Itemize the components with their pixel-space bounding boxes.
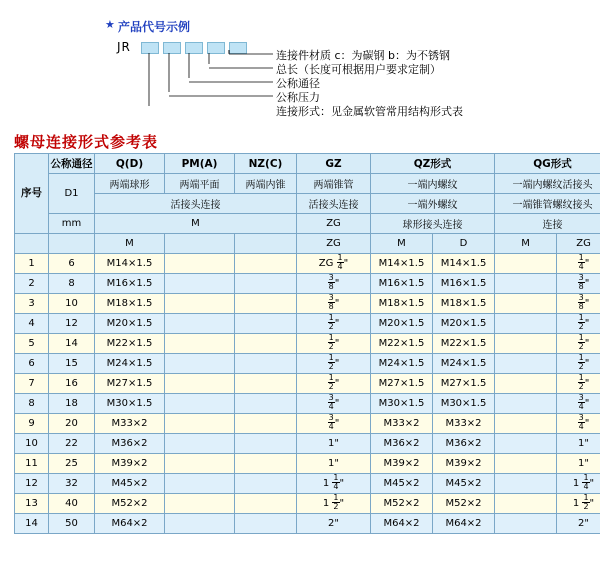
- cell-dn: 32: [49, 474, 95, 494]
- cell-qg-zg: $\frac{3}{4}$ ": [557, 414, 600, 434]
- cell-dn: 10: [49, 294, 95, 314]
- cell-qg-zg: $\frac{3}{8}$ ": [557, 274, 600, 294]
- cell-serial: 4: [15, 314, 49, 334]
- cell-gz: $\frac{3}{8}$ ": [297, 294, 371, 314]
- cell-dn: 40: [49, 494, 95, 514]
- cell-qg-zg: $\frac{1}{2}$ ": [557, 314, 600, 334]
- header-unit-nz: [235, 234, 297, 254]
- table-row: [15, 394, 600, 414]
- table-row: [15, 494, 600, 514]
- code-placeholder-boxes: [141, 42, 247, 54]
- cell-dn: 18: [49, 394, 95, 414]
- cell-qg-zg: $\frac{3}{8}$ ": [557, 294, 600, 314]
- table-row: [15, 474, 600, 494]
- header-desc-nz: 两端内锥: [235, 174, 297, 194]
- header-spacer-dn: [49, 234, 95, 254]
- table-row: [15, 314, 600, 334]
- legend-item-length: 总长（长度可根据用户要求定制）: [276, 63, 441, 76]
- header-desc-pm: 两端平面: [165, 174, 235, 194]
- table-row: [15, 434, 600, 454]
- cell-dn: 6: [49, 254, 95, 274]
- cell-pm: [165, 314, 235, 334]
- cell-serial: 2: [15, 274, 49, 294]
- legend-item-nominal-pressure: 公称压力: [276, 91, 320, 104]
- table-row: [15, 374, 600, 394]
- cell-qg-zg: 2": [557, 514, 600, 534]
- cell-qz-m: M36×2: [371, 434, 433, 454]
- cell-pm: [165, 434, 235, 454]
- cell-nz: [235, 374, 297, 394]
- cell-qz-m: M14×1.5: [371, 254, 433, 274]
- cell-qz-d: M39×2: [433, 454, 495, 474]
- cell-serial: 8: [15, 394, 49, 414]
- cell-gz: ZG $\frac{1}{4}$ ": [297, 254, 371, 274]
- cell-qg-m: [495, 514, 557, 534]
- table-header-row-2: [15, 174, 600, 194]
- cell-qz-d: M18×1.5: [433, 294, 495, 314]
- cell-nz: [235, 474, 297, 494]
- cell-dn: 16: [49, 374, 95, 394]
- cell-gz: $\frac{3}{4}$ ": [297, 394, 371, 414]
- header-group-code-qg: QG形式: [495, 154, 600, 174]
- cell-nz: [235, 314, 297, 334]
- header-unit-m: M: [95, 214, 297, 234]
- cell-pm: [165, 394, 235, 414]
- cell-qz-d: M36×2: [433, 434, 495, 454]
- cell-pm: [165, 414, 235, 434]
- table-row: [15, 514, 600, 534]
- code-box: [185, 42, 203, 54]
- cell-pm: [165, 454, 235, 474]
- cell-qg-m: [495, 414, 557, 434]
- header-unit-qg-m: M: [495, 234, 557, 254]
- table-row: [15, 334, 600, 354]
- table-row: [15, 294, 600, 314]
- cell-dn: 15: [49, 354, 95, 374]
- header-unit-pm: [165, 234, 235, 254]
- cell-nz: [235, 274, 297, 294]
- cell-qg-m: [495, 254, 557, 274]
- cell-nz: [235, 334, 297, 354]
- cell-pm: [165, 514, 235, 534]
- cell-qz-m: M39×2: [371, 454, 433, 474]
- table-row: [15, 454, 600, 474]
- header-unit-q: M: [95, 234, 165, 254]
- cell-q: M33×2: [95, 414, 165, 434]
- cell-gz: $\frac{1}{2}$ ": [297, 354, 371, 374]
- header-sub-qz: 球形接头连接: [371, 214, 495, 234]
- cell-serial: 13: [15, 494, 49, 514]
- cell-gz: 1": [297, 434, 371, 454]
- cell-dn: 12: [49, 314, 95, 334]
- header-group-code-nz: NZ(C): [235, 154, 297, 174]
- cell-qg-zg: 1": [557, 454, 600, 474]
- cell-qz-d: M24×1.5: [433, 354, 495, 374]
- cell-nz: [235, 414, 297, 434]
- cell-pm: [165, 254, 235, 274]
- header-sub-gz: 活接头连接: [297, 194, 371, 214]
- cell-dn: 22: [49, 434, 95, 454]
- cell-gz: $\frac{3}{4}$ ": [297, 414, 371, 434]
- cell-gz: $\frac{3}{8}$ ": [297, 274, 371, 294]
- table-body: [15, 254, 600, 534]
- cell-q: M52×2: [95, 494, 165, 514]
- header-unit-qg-zg: ZG: [557, 234, 600, 254]
- cell-qz-m: M18×1.5: [371, 294, 433, 314]
- product-code-legend: [0, 0, 600, 118]
- cell-gz: $\frac{1}{2}$ ": [297, 374, 371, 394]
- table-header-row-1: [15, 154, 600, 174]
- header-dn-unit: mm: [49, 214, 95, 234]
- header-desc-q: 两端球形: [95, 174, 165, 194]
- cell-q: M39×2: [95, 454, 165, 474]
- cell-qg-m: [495, 394, 557, 414]
- cell-dn: 50: [49, 514, 95, 534]
- cell-qz-m: M33×2: [371, 414, 433, 434]
- cell-qg-m: [495, 374, 557, 394]
- cell-qg-zg: 1 $\frac{1}{2}$ ": [557, 494, 600, 514]
- header-dn-label: 公称通径: [49, 154, 95, 174]
- cell-q: M27×1.5: [95, 374, 165, 394]
- cell-q: M16×1.5: [95, 274, 165, 294]
- header-desc-qz: 一端内螺纹: [371, 174, 495, 194]
- cell-q: M64×2: [95, 514, 165, 534]
- cell-serial: 7: [15, 374, 49, 394]
- legend-item-material: 连接件材质 c：为碳钢 b：为不锈钢: [276, 49, 451, 62]
- cell-qz-m: M52×2: [371, 494, 433, 514]
- header-group-code-pm: PM(A): [165, 154, 235, 174]
- star-icon: ★: [105, 18, 115, 31]
- table-header-row-4: [15, 214, 600, 234]
- cell-qz-m: M45×2: [371, 474, 433, 494]
- cell-qz-d: M45×2: [433, 474, 495, 494]
- legend-title: 产品代号示例: [118, 20, 191, 34]
- cell-pm: [165, 294, 235, 314]
- header-desc2-qg: 一端锥管螺纹接头: [495, 194, 600, 214]
- table-row: [15, 354, 600, 374]
- cell-dn: 20: [49, 414, 95, 434]
- cell-qg-m: [495, 294, 557, 314]
- cell-serial: 14: [15, 514, 49, 534]
- header-sub-qg: 连接: [495, 214, 600, 234]
- cell-nz: [235, 494, 297, 514]
- header-group-code-gz: GZ: [297, 154, 371, 174]
- cell-pm: [165, 474, 235, 494]
- cell-qg-zg: $\frac{1}{2}$ ": [557, 334, 600, 354]
- cell-qg-zg: $\frac{1}{2}$ ": [557, 354, 600, 374]
- header-spacer-serial: [15, 234, 49, 254]
- cell-qg-m: [495, 494, 557, 514]
- code-box: [141, 42, 159, 54]
- cell-qz-m: M27×1.5: [371, 374, 433, 394]
- cell-qg-m: [495, 354, 557, 374]
- cell-qg-zg: $\frac{1}{4}$ ": [557, 254, 600, 274]
- cell-qg-m: [495, 274, 557, 294]
- cell-q: M18×1.5: [95, 294, 165, 314]
- cell-serial: 9: [15, 414, 49, 434]
- header-desc-qg: 一端内螺纹活接头: [495, 174, 600, 194]
- code-prefix: JR: [117, 40, 131, 54]
- cell-serial: 12: [15, 474, 49, 494]
- legend-item-connection-type: 连接形式：见金属软管常用结构形式表: [276, 105, 463, 118]
- header-desc2-qz: 一端外螺纹: [371, 194, 495, 214]
- table-header-row-3: [15, 194, 600, 214]
- cell-pm: [165, 494, 235, 514]
- cell-q: M22×1.5: [95, 334, 165, 354]
- code-box: [229, 42, 247, 54]
- cell-q: M36×2: [95, 434, 165, 454]
- cell-nz: [235, 254, 297, 274]
- cell-gz: $\frac{1}{2}$ ": [297, 314, 371, 334]
- code-box: [163, 42, 181, 54]
- header-sub-q-pm-nz: 活接头连接: [95, 194, 297, 214]
- cell-qz-d: M16×1.5: [433, 274, 495, 294]
- cell-qz-d: M64×2: [433, 514, 495, 534]
- cell-serial: 1: [15, 254, 49, 274]
- cell-serial: 3: [15, 294, 49, 314]
- header-unit-qz-d: D: [433, 234, 495, 254]
- code-box: [207, 42, 225, 54]
- cell-qz-d: M20×1.5: [433, 314, 495, 334]
- table-row: [15, 414, 600, 434]
- cell-q: M45×2: [95, 474, 165, 494]
- legend-item-nominal-diameter: 公称通径: [276, 77, 320, 90]
- cell-serial: 5: [15, 334, 49, 354]
- cell-gz: 1": [297, 454, 371, 474]
- cell-nz: [235, 294, 297, 314]
- cell-dn: 25: [49, 454, 95, 474]
- cell-qz-m: M22×1.5: [371, 334, 433, 354]
- cell-serial: 10: [15, 434, 49, 454]
- table-row: [15, 274, 600, 294]
- cell-pm: [165, 334, 235, 354]
- header-dn-sub: D1: [49, 174, 95, 214]
- cell-qg-zg: $\frac{3}{4}$ ": [557, 394, 600, 414]
- cell-qg-m: [495, 454, 557, 474]
- header-group-code-qz: QZ形式: [371, 154, 495, 174]
- cell-qz-m: M30×1.5: [371, 394, 433, 414]
- cell-dn: 14: [49, 334, 95, 354]
- cell-qz-d: M27×1.5: [433, 374, 495, 394]
- header-unit-zg: ZG: [297, 214, 371, 234]
- table-header-row-5: [15, 234, 600, 254]
- cell-qg-m: [495, 474, 557, 494]
- cell-q: M30×1.5: [95, 394, 165, 414]
- cell-qz-d: M52×2: [433, 494, 495, 514]
- cell-qg-zg: 1 $\frac{1}{4}$ ": [557, 474, 600, 494]
- cell-gz: $\frac{1}{2}$ ": [297, 334, 371, 354]
- cell-q: M14×1.5: [95, 254, 165, 274]
- cell-qg-m: [495, 434, 557, 454]
- cell-qg-zg: $\frac{1}{2}$ ": [557, 374, 600, 394]
- table-head: [15, 154, 600, 254]
- cell-serial: 6: [15, 354, 49, 374]
- cell-nz: [235, 354, 297, 374]
- cell-nz: [235, 394, 297, 414]
- cell-qz-d: M33×2: [433, 414, 495, 434]
- page-title: 螺母连接形式参考表: [14, 133, 159, 151]
- header-group-code-q: Q(D): [95, 154, 165, 174]
- cell-dn: 8: [49, 274, 95, 294]
- table-row: [15, 254, 600, 274]
- cell-nz: [235, 434, 297, 454]
- cell-qg-m: [495, 314, 557, 334]
- cell-gz: 1 $\frac{1}{2}$ ": [297, 494, 371, 514]
- cell-q: M20×1.5: [95, 314, 165, 334]
- cell-qz-m: M20×1.5: [371, 314, 433, 334]
- cell-gz: 2": [297, 514, 371, 534]
- cell-nz: [235, 454, 297, 474]
- cell-pm: [165, 274, 235, 294]
- cell-qz-d: M14×1.5: [433, 254, 495, 274]
- cell-qz-m: M24×1.5: [371, 354, 433, 374]
- cell-serial: 11: [15, 454, 49, 474]
- cell-q: M24×1.5: [95, 354, 165, 374]
- cell-qz-d: M30×1.5: [433, 394, 495, 414]
- cell-pm: [165, 354, 235, 374]
- cell-gz: 1 $\frac{1}{4}$ ": [297, 474, 371, 494]
- header-serial: 序号: [15, 154, 49, 234]
- header-unit-qz-m: M: [371, 234, 433, 254]
- cell-qg-zg: 1": [557, 434, 600, 454]
- cell-qg-m: [495, 334, 557, 354]
- header-desc-gz: 两端锥管: [297, 174, 371, 194]
- cell-qz-m: M64×2: [371, 514, 433, 534]
- cell-qz-m: M16×1.5: [371, 274, 433, 294]
- cell-qz-d: M22×1.5: [433, 334, 495, 354]
- cell-pm: [165, 374, 235, 394]
- nut-connection-table: [14, 153, 600, 534]
- cell-nz: [235, 514, 297, 534]
- nut-connection-table-wrap: [14, 153, 595, 534]
- header-unit-gz: ZG: [297, 234, 371, 254]
